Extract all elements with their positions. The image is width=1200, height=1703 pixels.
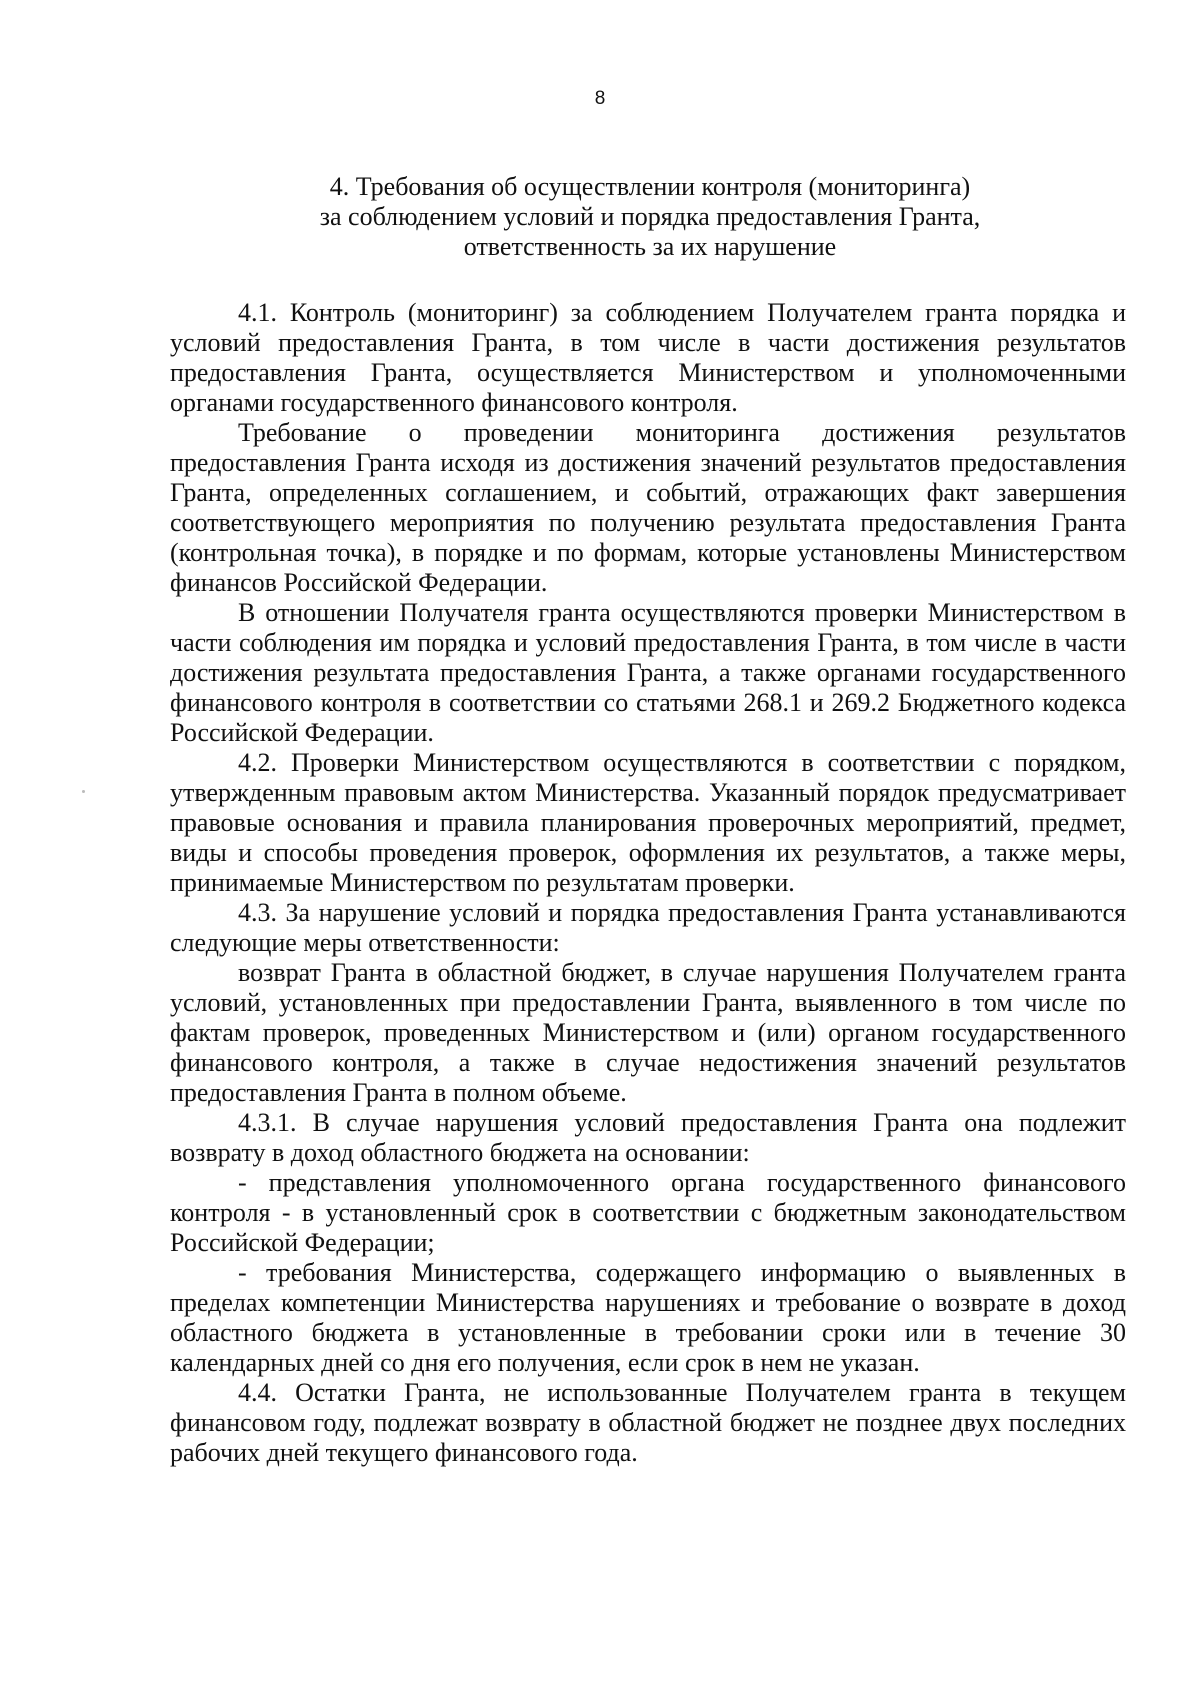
list-item-ministry-demand: - требования Министерства, содержащего информацию о выявленных в пределах компетенции Министерства нарушениях и требование о возврате в доход областного бюджета в установленные в требовании сроки или в течение 30 календарных дней со дня его получения, если срок в нем не указан. <box>170 1258 1126 1377</box>
paragraph-monitoring-requirement: Требование о проведении мониторинга достижения результатов предоставления Гранта исходя из достижения значений результатов предоставления Гранта, определенных соглашением, и событий, отражающих факт завершения соответствующего мероприятия по получению результата предоставления Гранта (контрольная точка), в порядке и по формам, которые установлены Министерством финансов Российской Федерации. <box>170 418 1126 597</box>
section-heading-line: ответственность за их нарушение <box>463 232 837 261</box>
paragraph-4-1: 4.1. Контроль (мониторинг) за соблюдением Получателем гранта порядка и условий предоставления Гранта, в том числе в части достижения результатов предоставления Гранта, осуществляется Министерством и уполномоченными органами государственного финансового контроля. <box>170 298 1126 417</box>
paragraph-4-3: 4.3. За нарушение условий и порядка предоставления Гранта устанавливаются следующие меры ответственности: <box>170 898 1126 957</box>
list-item-control-body-submission: - представления уполномоченного органа государственного финансового контроля - в установленный срок в соответствии с бюджетным законодательством Российской Федерации; <box>170 1168 1126 1257</box>
section-heading-line: за соблюдением условий и порядка предоставления Гранта, <box>319 202 981 231</box>
paragraph-4-2: 4.2. Проверки Министерством осуществляются в соответствии с порядком, утвержденным правовым актом Министерства. Указанный порядок предусматривает правовые основания и правила планирования проверочных мероприятий, предмет, виды и способы проведения проверок, оформления их результатов, а также меры, принимаемые Министерством по результатам проверки. <box>170 748 1126 897</box>
section-heading <box>170 172 1130 262</box>
section-heading-line: 4. Требования об осуществлении контроля (мониторинга) <box>329 172 971 201</box>
section-body <box>170 298 1126 1468</box>
paragraph-4-4: 4.4. Остатки Гранта, не использованные Получателем гранта в текущем финансовом году, подлежат возврату в областной бюджет не позднее двух последних рабочих дней текущего финансового года. <box>170 1378 1126 1467</box>
paragraph-4-3-1: 4.3.1. В случае нарушения условий предоставления Гранта она подлежит возврату в доход областного бюджета на основании: <box>170 1108 1126 1167</box>
scan-speck <box>82 790 85 793</box>
paragraph-grant-return: возврат Гранта в областной бюджет, в случае нарушения Получателем гранта условий, установленных при предоставлении Гранта, выявленного в том числе по фактам проверок, проведенных Министерством и (или) органом государственного финансового контроля, а также в случае недостижения значений результатов предоставления Гранта в полном объеме. <box>170 958 1126 1107</box>
paragraph-inspections: В отношении Получателя гранта осуществляются проверки Министерством в части соблюдения им порядка и условий предоставления Гранта, в том числе в части достижения результата предоставления Гранта, а также органами государственного финансового контроля в соответствии со статьями 268.1 и 269.2 Бюджетного кодекса Российской Федерации. <box>170 598 1126 747</box>
page-number: 8 <box>594 88 606 109</box>
